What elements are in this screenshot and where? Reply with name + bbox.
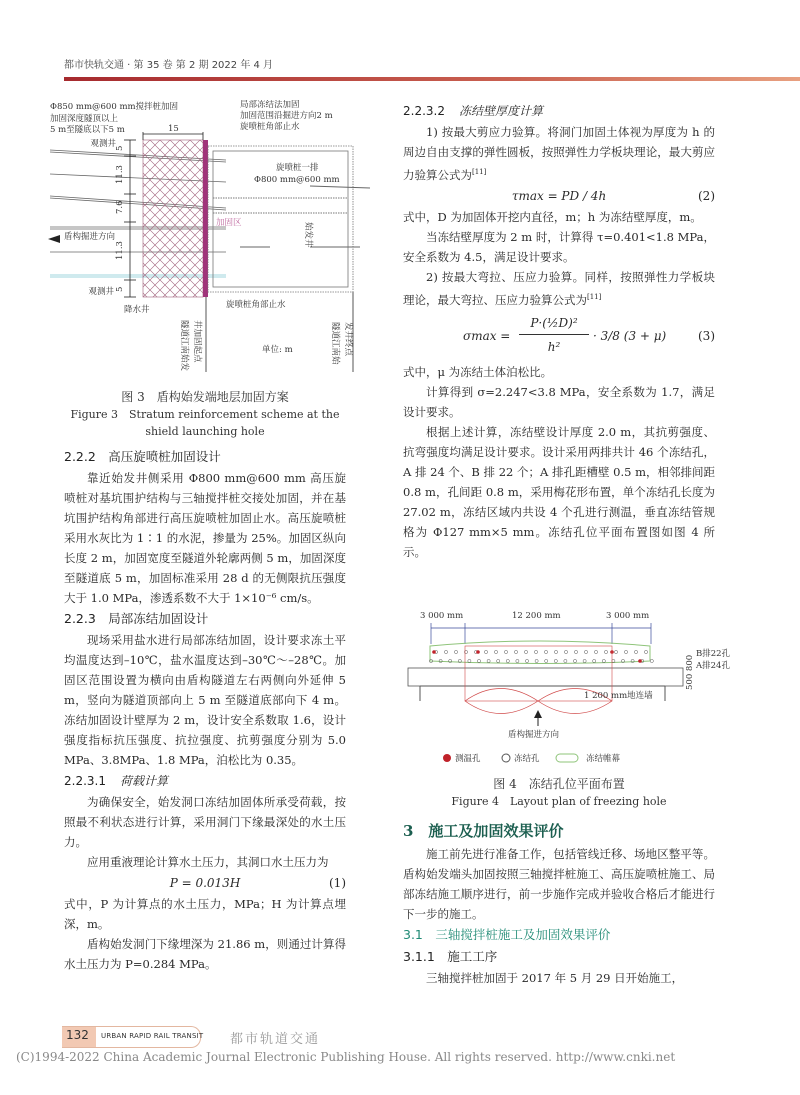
- load-calc-paragraph: 式中，P 为计算点的水土压力，MPa；H 为计算点埋深，m。: [64, 897, 346, 931]
- section-3-body: 施工前先进行准备工作，包括管线迁移、场地区整平等。盾构始发端头加固按照三轴搅拌桩施工、高压旋喷桩施工、局部冻结施工顺序进行，前一步施作完成并验收合格后才能进行下一步的施工。: [403, 847, 715, 921]
- equation-2-body: τmax = PD / 4h: [511, 188, 607, 203]
- temperature-hole: [432, 650, 436, 654]
- freeze-hole-a: [516, 659, 519, 662]
- load-calc-paragraph: 应用重液理论计算水土压力，其洞口水土压力为: [87, 855, 329, 869]
- shear-check-paragraph: [403, 122, 715, 185]
- bending-check-paragraph: [403, 267, 715, 310]
- fig3-label: 加固深度隧顶以上: [50, 114, 119, 124]
- page-number: 132: [66, 1028, 89, 1042]
- paragraph-text: 1) 按最大剪应力验算。将洞门加固土体视为厚度为 h 的周边自由支撑的弹性圆板，按照弹性力学板块理论，最大剪应力验算公式为: [403, 125, 715, 182]
- legend-temp-hole: 测温孔: [455, 754, 481, 764]
- figure-3-caption-cn: 图 3 盾构始发端地层加固方案: [121, 390, 289, 404]
- fig3-dim: 7.6: [115, 200, 125, 214]
- freeze-hole-a: [477, 659, 480, 662]
- fig4-dim-right: 3 000 mm: [606, 611, 650, 621]
- section-2-2-3-1-heading: [64, 770, 346, 792]
- freeze-holes: [429, 650, 653, 663]
- fig3-label: Φ850 mm@600 mm搅拌桩加固: [50, 102, 179, 112]
- freeze-curtain: [430, 641, 650, 664]
- freeze-hole-b: [544, 650, 547, 653]
- fig3-dim: 11.3: [115, 165, 125, 184]
- equation-3-number: (3): [698, 328, 715, 343]
- fig3-label: 发井终点: [343, 322, 353, 357]
- freeze-hole-b: [554, 650, 557, 653]
- fig3-label: 旋喷桩角部止水: [226, 300, 286, 310]
- section-2-2-2-body: 靠近始发井侧采用 Φ800 mm@600 mm 高压旋喷桩对基坑围护结构与三轴搅拌桩交接处加固，并在基坑围护结构角部进行高压旋喷桩加固止水。高压旋喷桩采用水灰比为 1∶1 的水泥，掺量为 25%。加固区纵向长度 2 m，加固宽度至隧道外轮廓两侧 5 m，加固深度至隧道底 5 m，加固标准采用 28 d 的无侧限抗压强度大于 1.0 MPa，渗透系数不大于 1×10⁻⁶ cm/s。: [64, 471, 346, 605]
- paragraph: 计算得到 σ=2.247<3.8 MPa，安全系数为 1.7，满足设计要求。: [403, 384, 715, 419]
- fig4-spacing: 500 800: [685, 654, 695, 690]
- freeze-hole-a: [506, 659, 509, 662]
- section-3-1-1-body: 三轴搅拌桩加固于 2017 年 5 月 29 日开始施工，: [426, 971, 684, 985]
- fig3-label: 旋喷桩角部止水: [240, 122, 300, 132]
- fig3-label: 旋喷桩一排: [276, 163, 319, 173]
- fig3-label: 始发井: [303, 222, 313, 248]
- section-2-2-2-heading: 2.2.2 高压旋喷桩加固设计: [64, 449, 221, 464]
- equation-3-tail: · 3/8 (3 + μ): [593, 328, 667, 343]
- fig3-label: Φ800 mm@600 mm: [254, 175, 340, 185]
- load-calc-paragraph: 盾构始发洞门下缘埋深为 21.86 m，则通过计算得水土压力为 P=0.284 MPa。: [64, 937, 346, 971]
- freeze-hole-b: [624, 650, 627, 653]
- freeze-hole-b: [604, 650, 607, 653]
- left-column: [64, 446, 346, 974]
- freeze-hole-b: [454, 650, 457, 653]
- freeze-hole-legend-icon: [502, 754, 510, 762]
- legend-freeze-hole: 冻结孔: [514, 754, 540, 764]
- section-3-1-heading: 3.1 三轴搅拌桩施工及加固效果评价: [403, 927, 611, 942]
- equation-1-number: (1): [329, 876, 346, 890]
- fig3-dim: 5: [115, 145, 125, 151]
- freeze-hole-a: [593, 659, 596, 662]
- fig3-dim: 11.3: [115, 241, 125, 260]
- freeze-hole-b: [574, 650, 577, 653]
- section-title: 冻结壁厚度计算: [458, 104, 543, 118]
- section-number: 2.2.3.1: [64, 774, 106, 788]
- fig4-wall: 1 200 mm地连墙: [584, 691, 653, 701]
- paragraph: 式中，D 为加固体开挖内直径，m；h 为冻结壁厚度，m。: [403, 209, 702, 224]
- equation-1-body: P = 0.013H: [169, 876, 241, 890]
- header-rule: [64, 77, 800, 81]
- shield-direction-arrow: [48, 235, 60, 243]
- figure-4-diagram: [400, 606, 780, 772]
- figure-3-caption-en-2: shield launching hole: [145, 425, 265, 438]
- freeze-hole-a: [487, 659, 490, 662]
- fig3-dim: 15: [168, 124, 179, 134]
- freeze-hole-a: [573, 659, 576, 662]
- freeze-hole-b: [614, 650, 617, 653]
- freeze-hole-b: [644, 650, 647, 653]
- freeze-hole-b: [514, 650, 517, 653]
- freeze-hole-a: [554, 659, 557, 662]
- equation-3: [403, 310, 715, 362]
- fig3-label: 5 m至隧底以下5 m: [50, 125, 125, 135]
- freeze-hole-a: [545, 659, 548, 662]
- equation-1: [64, 872, 346, 894]
- freeze-hole-b: [504, 650, 507, 653]
- fig4-row-b: B排22孔: [696, 649, 731, 659]
- section-2-2-3-2-heading: [403, 100, 715, 122]
- freeze-hole-b: [534, 650, 537, 653]
- section-2-2-3-heading: 2.2.3 局部冻结加固设计: [64, 611, 209, 626]
- fig3-dim: 5: [115, 286, 125, 292]
- figure-3-diagram: [40, 100, 400, 385]
- fig3-label: 隧道江南始: [330, 322, 340, 365]
- freeze-hole-b: [584, 650, 587, 653]
- freeze-hole-a: [535, 659, 538, 662]
- equation-3-lhs: σmax =: [463, 328, 511, 343]
- equation-2-number: (2): [698, 188, 715, 203]
- fig3-label: 降水井: [124, 305, 150, 315]
- paragraph: 式中，μ 为冻结土体泊松比。: [403, 364, 553, 379]
- section-title: 荷载计算: [119, 774, 168, 788]
- equation-3-numerator: P·(½D)²: [519, 312, 589, 335]
- diaphragm-wall: [408, 668, 683, 686]
- figure-4-caption-en: Figure 4 Layout plan of freezing hole: [451, 795, 667, 808]
- citation: [11]: [587, 292, 602, 301]
- copyright-notice: (C)1994-2022 China Academic Journal Electronic Publishing House. All rights reserved. http://www.cnki.net: [16, 1050, 676, 1064]
- freeze-hole-b: [484, 650, 487, 653]
- fig3-label: 加固范围沿掘进方向2 m: [240, 111, 333, 121]
- mixing-pile-zone: [143, 140, 203, 297]
- citation: [11]: [472, 168, 487, 176]
- freeze-hole-b: [444, 650, 447, 653]
- fig4-dim-mid: 12 200 mm: [512, 611, 561, 621]
- section-3-heading: 3 施工及加固效果评价: [403, 822, 564, 840]
- paragraph: 当冻结壁厚度为 2 m 时，计算得 τ=0.401<1.8 MPa，安全系数为 4.5，满足设计要求。: [403, 229, 715, 264]
- equation-3-denominator: h²: [547, 339, 561, 354]
- fig3-label: 隧道江南始发: [179, 320, 189, 372]
- fig3-label: 观测井: [88, 287, 114, 297]
- fig4-row-a: A排24孔: [696, 661, 730, 671]
- fig3-unit: 单位: m: [262, 345, 293, 355]
- right-column: [403, 100, 715, 562]
- freeze-hole-a: [564, 659, 567, 662]
- freeze-hole-a: [583, 659, 586, 662]
- equation-2: [403, 185, 715, 207]
- section-2-2-3-body: 现场采用盐水进行局部冻结加固，设计要求冻土平均温度达到–10℃，盐水温度达到–30℃～–28℃。加固区范围设置为横向由盾构隧道左右两侧向外延伸 5 m，竖向为隧道顶部向上 5 m 至隧道底部向下 4 m。冻结加固设计壁厚为 2 m，设计安全系数取 1.6，设计强度指标抗压强度、抗拉强度、抗剪强度分别为 5.0 MPa、3.8MPa、1.8 MPa，泊松比为 0.35。: [64, 633, 346, 767]
- section-3-1-1-heading: 3.1.1 施工工序: [403, 949, 498, 964]
- fig3-label: 观测井: [90, 139, 116, 149]
- freeze-hole-b: [564, 650, 567, 653]
- fig4-direction: 盾构掘进方向: [508, 730, 560, 740]
- figure-3-caption-en: Figure 3 Stratum reinforcement scheme at the: [70, 408, 340, 421]
- running-header: 都市快轨交通 · 第 35 卷 第 2 期 2022 年 4 月: [64, 60, 274, 71]
- freeze-hole-a: [525, 659, 528, 662]
- freeze-hole-a: [602, 659, 605, 662]
- journal-name: URBAN RAPID RAIL TRANSIT: [101, 1032, 204, 1040]
- paragraph: 根据上述计算，冻结壁设计厚度 2.0 m，其抗剪强度、抗弯强度均满足设计要求。设计采用两排共计 46 个冻结孔，A 排 24 个、B 排 22 个；A 排孔距槽壁 0.5 m，相邻排间距 0.8 m，孔间距 0.8 m，采用梅花形布置，单个冻结孔长度为 27.02 m，冻结区域内共设 4 个孔进行测温，垂直冻结管规格为 Φ127 mm×5 mm。冻结孔位平面布置图如图 4 所示。: [403, 424, 715, 559]
- freeze-hole-b: [524, 650, 527, 653]
- temp-hole-legend-icon: [443, 754, 451, 762]
- freeze-hole-a: [650, 659, 653, 662]
- fig4-dim-left: 3 000 mm: [420, 611, 464, 621]
- paragraph-text: 2) 按最大弯拉、压应力验算。同样，按照弹性力学板块理论，最大弯拉、压应力验算公式为: [403, 269, 715, 307]
- fig3-label: 局部冻结法加固: [240, 100, 300, 110]
- figure-4-caption-cn: 图 4 冻结孔位平面布置: [493, 777, 625, 791]
- temperature-hole: [476, 650, 480, 654]
- legend-curtain: 冻结帷幕: [586, 754, 621, 764]
- fig3-label: 盾构掘进方向: [64, 232, 116, 242]
- load-calc-paragraph: 为确保安全，始发洞口冻结加固体所承受荷载，按照最不利状态进行计算，采用洞门下缘最深处的水土压力。: [64, 795, 346, 849]
- section-3: [403, 818, 715, 988]
- freeze-hole-b: [634, 650, 637, 653]
- fig3-label: 井加固起点: [192, 320, 202, 363]
- freeze-hole-a: [497, 659, 500, 662]
- freeze-hole-b: [494, 650, 497, 653]
- curtain-legend-icon: [556, 754, 578, 762]
- temperature-hole: [638, 659, 642, 663]
- watermark: 都市轨道交通: [230, 1032, 321, 1047]
- freeze-hole-b: [594, 650, 597, 653]
- section-number: 2.2.3.2: [403, 104, 445, 118]
- freeze-wall: [203, 140, 208, 297]
- fig3-label: 加固区: [216, 218, 242, 228]
